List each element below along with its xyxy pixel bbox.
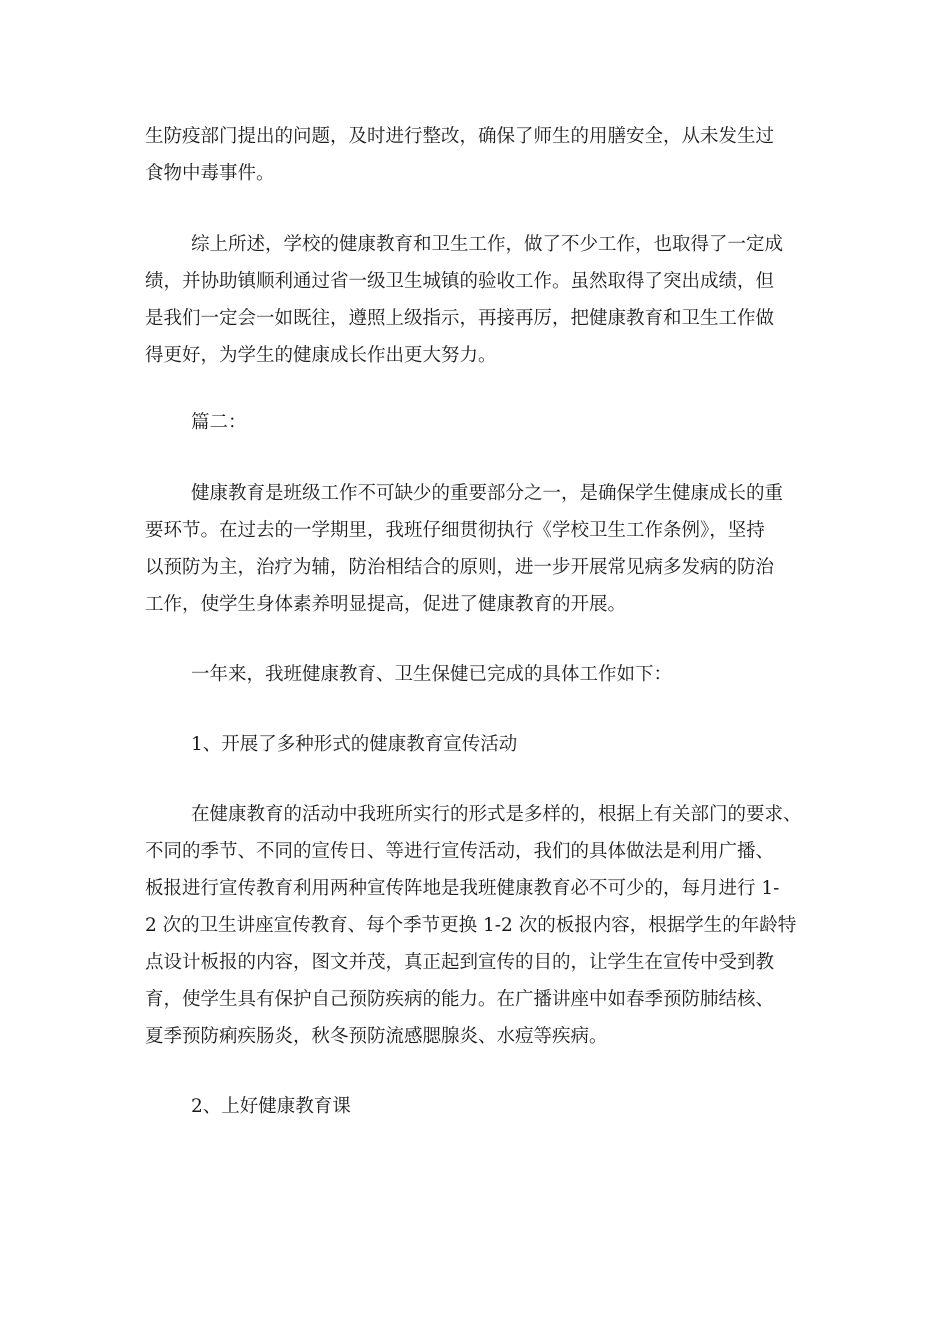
text-line: 在健康教育的活动中我班所实行的形式是多样的，根据上有关部门的要求、 (191, 804, 802, 825)
text-line: 综上所述，学校的健康教育和卫生工作，做了不少工作，也取得了一定成 (191, 234, 784, 255)
text-line: 2、上好健康教育课 (191, 1096, 351, 1117)
text-line: 食物中毒事件。 (145, 163, 275, 184)
text-line: 夏季预防痢疾肠炎，秋冬预防流感腮腺炎、水痘等疾病。 (145, 1026, 608, 1047)
text-line: 工作，使学生身体素养明显提高，促进了健康教育的开展。 (145, 594, 627, 615)
text-line: 绩，并协助镇顺利通过省一级卫生城镇的验收工作。虽然取得了突出成绩，但 (145, 271, 775, 292)
text-line: 以预防为主，治疗为辅，防治相结合的原则，进一步开展常见病多发病的防治 (145, 557, 775, 578)
list-item-heading-2 (145, 1088, 835, 1125)
text-line: 要环节。在过去的一学期里，我班仔细贯彻执行《学校卫生工作条例》，坚持 (145, 520, 765, 541)
text-line: 健康教育是班级工作不可缺少的重要部分之一，是确保学生健康成长的重 (191, 483, 784, 504)
list-item-heading-1 (145, 726, 835, 763)
text-line: 一年来，我班健康教育、卫生保健已完成的具体工作如下： (191, 664, 673, 685)
paragraph-health-education-intro (145, 475, 835, 623)
text-line: 1、开展了多种形式的健康教育宣传活动 (191, 734, 518, 755)
section-heading-part-two (145, 404, 835, 441)
text-line: 篇二： (191, 412, 247, 433)
text-line: 2 次的卫生讲座宣传教育、每个季节更换 1-2 次的板报内容，根据学生的年龄特 (145, 915, 797, 936)
paragraph-summary (145, 226, 835, 374)
text-line: 点设计板报的内容，图文并茂，真正起到宣传的目的，让学生在宣传中受到教 (145, 952, 775, 973)
paragraph-publicity-activities (145, 796, 835, 1055)
text-line: 是我们一定会一如既往，遵照上级指示，再接再厉，把健康教育和卫生工作做 (145, 308, 775, 329)
text-line: 育，使学生具有保护自己预防疾病的能力。在广播讲座中如春季预防肺结核、 (145, 989, 775, 1010)
text-line: 得更好，为学生的健康成长作出更大努力。 (145, 345, 497, 366)
text-line: 板报进行宣传教育利用两种宣传阵地是我班健康教育必不可少的，每月进行 1- (145, 878, 780, 899)
text-line: 生防疫部门提出的问题，及时进行整改，确保了师生的用膳安全，从未发生过 (145, 126, 775, 147)
text-line: 不同的季节、不同的宣传日、等进行宣传活动，我们的具体做法是利用广播、 (145, 841, 775, 862)
paragraph-hygiene-inspection (145, 118, 835, 192)
paragraph-work-overview (145, 656, 835, 693)
